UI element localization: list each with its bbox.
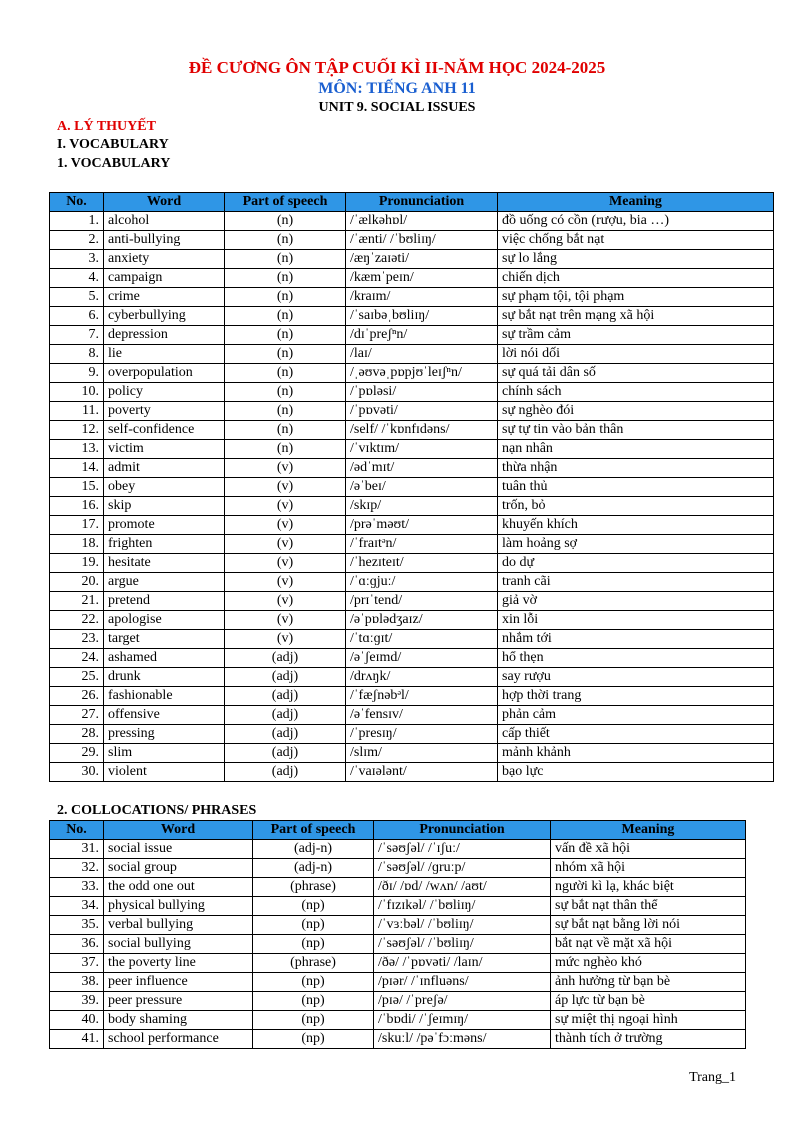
meaning-cell: sự tự tin vào bản thân <box>498 421 774 440</box>
word-cell: crime <box>104 288 225 307</box>
word-cell: campaign <box>104 269 225 288</box>
word-cell: anti-bullying <box>104 231 225 250</box>
word-cell: target <box>104 630 225 649</box>
meaning-cell: chính sách <box>498 383 774 402</box>
meaning-cell: hổ thẹn <box>498 649 774 668</box>
part-of-speech-cell: (v) <box>225 554 346 573</box>
meaning-cell: tranh cãi <box>498 573 774 592</box>
table-row <box>50 364 774 383</box>
table-row <box>50 459 774 478</box>
part-of-speech-cell: (np) <box>253 935 374 954</box>
part-of-speech-cell: (v) <box>225 611 346 630</box>
pronunciation-cell: /ˈsaɪbəˌbʊliɪŋ/ <box>346 307 498 326</box>
meaning-cell: mức nghèo khó <box>551 954 746 973</box>
table-row <box>50 269 774 288</box>
pronunciation-cell: /prəˈməʊt/ <box>346 516 498 535</box>
pronunciation-cell: /əˈfensɪv/ <box>346 706 498 725</box>
pronunciation-cell: /ˈfraɪtᵊn/ <box>346 535 498 554</box>
collocations-table <box>49 820 746 1049</box>
subject-title: MÔN: TIẾNG ANH 11 <box>318 80 476 97</box>
row-number: 1. <box>50 212 104 231</box>
part-of-speech-cell: (v) <box>225 497 346 516</box>
meaning-cell: người kì lạ, khác biệt <box>551 878 746 897</box>
table-row <box>50 573 774 592</box>
column-header-no: No. <box>50 193 104 212</box>
table-row <box>50 1011 746 1030</box>
pronunciation-cell: /æŋˈzaɪəti/ <box>346 250 498 269</box>
word-cell: drunk <box>104 668 225 687</box>
part-of-speech-cell: (n) <box>225 231 346 250</box>
table-row <box>50 973 746 992</box>
pronunciation-cell: /kæmˈpeɪn/ <box>346 269 498 288</box>
pronunciation-cell: /ədˈmɪt/ <box>346 459 498 478</box>
table-row <box>50 649 774 668</box>
column-header-meaning: Meaning <box>498 193 774 212</box>
pronunciation-cell: /ˈfɪzɪkəl/ /ˈbʊliɪŋ/ <box>374 897 551 916</box>
word-cell: social bullying <box>104 935 253 954</box>
table-row <box>50 440 774 459</box>
word-cell: promote <box>104 516 225 535</box>
pronunciation-cell: /slɪm/ <box>346 744 498 763</box>
meaning-cell: ảnh hưởng từ bạn bè <box>551 973 746 992</box>
table-header-row <box>50 821 746 840</box>
part-of-speech-cell: (n) <box>225 307 346 326</box>
pronunciation-cell: /prɪˈtend/ <box>346 592 498 611</box>
part-of-speech-cell: (np) <box>253 992 374 1011</box>
column-header-no: No. <box>50 821 104 840</box>
section-2-heading: 2. COLLOCATIONS/ PHRASES <box>57 803 257 818</box>
part-of-speech-cell: (adj) <box>225 763 346 782</box>
section-1-heading: 1. VOCABULARY <box>57 156 171 171</box>
table-row <box>50 611 774 630</box>
unit-title: UNIT 9. SOCIAL ISSUES <box>318 100 476 115</box>
pronunciation-cell: /əˈʃeɪmd/ <box>346 649 498 668</box>
table-row <box>50 307 774 326</box>
meaning-cell: sự bắt nạt thân thể <box>551 897 746 916</box>
word-cell: peer influence <box>104 973 253 992</box>
row-number: 32. <box>50 859 104 878</box>
pronunciation-cell: /laɪ/ <box>346 345 498 364</box>
row-number: 12. <box>50 421 104 440</box>
column-header-meaning: Meaning <box>551 821 746 840</box>
row-number: 11. <box>50 402 104 421</box>
row-number: 3. <box>50 250 104 269</box>
word-cell: skip <box>104 497 225 516</box>
word-cell: the poverty line <box>104 954 253 973</box>
section-a-heading: A. LÝ THUYẾT <box>57 119 156 134</box>
row-number: 4. <box>50 269 104 288</box>
row-number: 18. <box>50 535 104 554</box>
part-of-speech-cell: (np) <box>253 1011 374 1030</box>
word-cell: the odd one out <box>104 878 253 897</box>
row-number: 21. <box>50 592 104 611</box>
meaning-cell: nạn nhân <box>498 440 774 459</box>
meaning-cell: nhóm xã hội <box>551 859 746 878</box>
table-row <box>50 231 774 250</box>
word-cell: fashionable <box>104 687 225 706</box>
meaning-cell: sự quá tải dân số <box>498 364 774 383</box>
word-cell: poverty <box>104 402 225 421</box>
pronunciation-cell: /ˈfæʃnəbᵊl/ <box>346 687 498 706</box>
meaning-cell: bạo lực <box>498 763 774 782</box>
meaning-cell: xin lỗi <box>498 611 774 630</box>
meaning-cell: đồ uống có cồn (rượu, bia …) <box>498 212 774 231</box>
pronunciation-cell: /self/ /ˈkɒnfɪdəns/ <box>346 421 498 440</box>
column-header-part-of-speech: Part of speech <box>253 821 374 840</box>
part-of-speech-cell: (adj-n) <box>253 840 374 859</box>
part-of-speech-cell: (phrase) <box>253 878 374 897</box>
row-number: 40. <box>50 1011 104 1030</box>
meaning-cell: thừa nhận <box>498 459 774 478</box>
word-cell: slim <box>104 744 225 763</box>
part-of-speech-cell: (adj) <box>225 744 346 763</box>
meaning-cell: tuân thủ <box>498 478 774 497</box>
word-cell: self-confidence <box>104 421 225 440</box>
page-number: Trang_1 <box>689 1070 736 1085</box>
row-number: 7. <box>50 326 104 345</box>
pronunciation-cell: /ˈvɜːbəl/ /ˈbʊliɪŋ/ <box>374 916 551 935</box>
part-of-speech-cell: (adj) <box>225 687 346 706</box>
meaning-cell: sự miệt thị ngoại hình <box>551 1011 746 1030</box>
part-of-speech-cell: (adj) <box>225 668 346 687</box>
part-of-speech-cell: (np) <box>253 916 374 935</box>
table-row <box>50 840 746 859</box>
table-row <box>50 421 774 440</box>
row-number: 6. <box>50 307 104 326</box>
row-number: 9. <box>50 364 104 383</box>
row-number: 36. <box>50 935 104 954</box>
meaning-cell: giả vờ <box>498 592 774 611</box>
part-of-speech-cell: (v) <box>225 459 346 478</box>
table-row <box>50 497 774 516</box>
table-row <box>50 345 774 364</box>
table-row <box>50 1030 746 1049</box>
meaning-cell: hợp thời trang <box>498 687 774 706</box>
part-of-speech-cell: (phrase) <box>253 954 374 973</box>
part-of-speech-cell: (adj) <box>225 706 346 725</box>
word-cell: alcohol <box>104 212 225 231</box>
table-row <box>50 878 746 897</box>
part-of-speech-cell: (v) <box>225 592 346 611</box>
vocabulary-table-body <box>50 212 774 782</box>
pronunciation-cell: /ðə/ /ˈpɒvəti/ /laɪn/ <box>374 954 551 973</box>
pronunciation-cell: /ˌəʊvəˌpɒpjʊˈleɪʃⁿn/ <box>346 364 498 383</box>
word-cell: depression <box>104 326 225 345</box>
document-title: ĐỀ CƯƠNG ÔN TẬP CUỐI KÌ II-NĂM HỌC 2024-2025 <box>188 58 606 77</box>
row-number: 34. <box>50 897 104 916</box>
table-row <box>50 744 774 763</box>
pronunciation-cell: /ˈbɒdi/ /ˈʃeɪmɪŋ/ <box>374 1011 551 1030</box>
part-of-speech-cell: (adj-n) <box>253 859 374 878</box>
row-number: 26. <box>50 687 104 706</box>
part-of-speech-cell: (n) <box>225 250 346 269</box>
meaning-cell: sự nghèo đói <box>498 402 774 421</box>
section-i-heading: I. VOCABULARY <box>57 137 169 152</box>
word-cell: verbal bullying <box>104 916 253 935</box>
meaning-cell: vấn đề xã hội <box>551 840 746 859</box>
part-of-speech-cell: (np) <box>253 897 374 916</box>
pronunciation-cell: /ðɪ/ /ɒd/ /wʌn/ /aʊt/ <box>374 878 551 897</box>
row-number: 16. <box>50 497 104 516</box>
word-cell: social group <box>104 859 253 878</box>
table-row <box>50 897 746 916</box>
word-cell: cyberbullying <box>104 307 225 326</box>
word-cell: overpopulation <box>104 364 225 383</box>
row-number: 22. <box>50 611 104 630</box>
pronunciation-cell: /ˈsəʊʃəl/ /ɡruːp/ <box>374 859 551 878</box>
table-row <box>50 326 774 345</box>
word-cell: lie <box>104 345 225 364</box>
row-number: 10. <box>50 383 104 402</box>
pronunciation-cell: /pɪər/ /ˈɪnfluəns/ <box>374 973 551 992</box>
table-row <box>50 668 774 687</box>
table-row <box>50 706 774 725</box>
pronunciation-cell: /ˈpɒvəti/ <box>346 402 498 421</box>
row-number: 8. <box>50 345 104 364</box>
pronunciation-cell: /skuːl/ /pəˈfɔːməns/ <box>374 1030 551 1049</box>
table-row <box>50 250 774 269</box>
row-number: 33. <box>50 878 104 897</box>
word-cell: offensive <box>104 706 225 725</box>
part-of-speech-cell: (n) <box>225 364 346 383</box>
pronunciation-cell: /ˈvaɪələnt/ <box>346 763 498 782</box>
row-number: 13. <box>50 440 104 459</box>
table-row <box>50 725 774 744</box>
word-cell: peer pressure <box>104 992 253 1011</box>
word-cell: violent <box>104 763 225 782</box>
pronunciation-cell: /əˈbeɪ/ <box>346 478 498 497</box>
column-header-part-of-speech: Part of speech <box>225 193 346 212</box>
row-number: 39. <box>50 992 104 1011</box>
table-row <box>50 954 746 973</box>
part-of-speech-cell: (adj) <box>225 725 346 744</box>
word-cell: physical bullying <box>104 897 253 916</box>
meaning-cell: thành tích ở trường <box>551 1030 746 1049</box>
table-row <box>50 859 746 878</box>
table-row <box>50 992 746 1011</box>
row-number: 25. <box>50 668 104 687</box>
meaning-cell: sự bắt nạt trên mạng xã hội <box>498 307 774 326</box>
meaning-cell: khuyến khích <box>498 516 774 535</box>
pronunciation-cell: /skɪp/ <box>346 497 498 516</box>
word-cell: admit <box>104 459 225 478</box>
word-cell: body shaming <box>104 1011 253 1030</box>
table-row <box>50 687 774 706</box>
part-of-speech-cell: (v) <box>225 573 346 592</box>
row-number: 15. <box>50 478 104 497</box>
table-header-row <box>50 193 774 212</box>
pronunciation-cell: /ˈælkəhɒl/ <box>346 212 498 231</box>
meaning-cell: làm hoảng sợ <box>498 535 774 554</box>
meaning-cell: việc chống bắt nạt <box>498 231 774 250</box>
part-of-speech-cell: (n) <box>225 440 346 459</box>
part-of-speech-cell: (np) <box>253 973 374 992</box>
word-cell: anxiety <box>104 250 225 269</box>
row-number: 41. <box>50 1030 104 1049</box>
table-row <box>50 402 774 421</box>
row-number: 19. <box>50 554 104 573</box>
meaning-cell: áp lực từ bạn bè <box>551 992 746 1011</box>
part-of-speech-cell: (adj) <box>225 649 346 668</box>
table-row <box>50 478 774 497</box>
table-row <box>50 212 774 231</box>
row-number: 5. <box>50 288 104 307</box>
row-number: 20. <box>50 573 104 592</box>
word-cell: argue <box>104 573 225 592</box>
row-number: 17. <box>50 516 104 535</box>
pronunciation-cell: /dɪˈpreʃⁿn/ <box>346 326 498 345</box>
word-cell: ashamed <box>104 649 225 668</box>
pronunciation-cell: /ˈvɪktɪm/ <box>346 440 498 459</box>
word-cell: pretend <box>104 592 225 611</box>
meaning-cell: lời nói dối <box>498 345 774 364</box>
pronunciation-cell: /ˈhezɪteɪt/ <box>346 554 498 573</box>
table-row <box>50 516 774 535</box>
table-row <box>50 916 746 935</box>
word-cell: obey <box>104 478 225 497</box>
part-of-speech-cell: (n) <box>225 288 346 307</box>
meaning-cell: mảnh khảnh <box>498 744 774 763</box>
pronunciation-cell: /ˈsəʊʃəl/ /ˈɪʃuː/ <box>374 840 551 859</box>
pronunciation-cell: /ˈɑːɡjuː/ <box>346 573 498 592</box>
column-header-pronunciation: Pronunciation <box>346 193 498 212</box>
row-number: 23. <box>50 630 104 649</box>
table-row <box>50 935 746 954</box>
table-row <box>50 763 774 782</box>
pronunciation-cell: /ˈsəʊʃəl/ /ˈbʊliɪŋ/ <box>374 935 551 954</box>
meaning-cell: sự trầm cảm <box>498 326 774 345</box>
row-number: 27. <box>50 706 104 725</box>
pronunciation-cell: /ˈænti/ /ˈbʊliɪŋ/ <box>346 231 498 250</box>
meaning-cell: say rượu <box>498 668 774 687</box>
meaning-cell: nhắm tới <box>498 630 774 649</box>
word-cell: frighten <box>104 535 225 554</box>
meaning-cell: sự lo lắng <box>498 250 774 269</box>
meaning-cell: chiến dịch <box>498 269 774 288</box>
pronunciation-cell: /ˈpɒləsi/ <box>346 383 498 402</box>
column-header-word: Word <box>104 821 253 840</box>
row-number: 30. <box>50 763 104 782</box>
column-header-word: Word <box>104 193 225 212</box>
row-number: 24. <box>50 649 104 668</box>
part-of-speech-cell: (v) <box>225 478 346 497</box>
meaning-cell: sự phạm tội, tội phạm <box>498 288 774 307</box>
row-number: 14. <box>50 459 104 478</box>
vocabulary-table <box>49 192 774 782</box>
table-row <box>50 535 774 554</box>
pronunciation-cell: /ˈpresɪŋ/ <box>346 725 498 744</box>
row-number: 2. <box>50 231 104 250</box>
pronunciation-cell: /ˈtɑːɡɪt/ <box>346 630 498 649</box>
pronunciation-cell: /əˈpɒlədʒaɪz/ <box>346 611 498 630</box>
word-cell: school performance <box>104 1030 253 1049</box>
row-number: 35. <box>50 916 104 935</box>
meaning-cell: trốn, bỏ <box>498 497 774 516</box>
word-cell: victim <box>104 440 225 459</box>
table-row <box>50 383 774 402</box>
collocations-table-body <box>50 840 746 1049</box>
word-cell: hesitate <box>104 554 225 573</box>
part-of-speech-cell: (v) <box>225 535 346 554</box>
table-row <box>50 288 774 307</box>
word-cell: apologise <box>104 611 225 630</box>
table-row <box>50 592 774 611</box>
meaning-cell: cấp thiết <box>498 725 774 744</box>
part-of-speech-cell: (n) <box>225 269 346 288</box>
word-cell: pressing <box>104 725 225 744</box>
row-number: 31. <box>50 840 104 859</box>
table-row <box>50 630 774 649</box>
part-of-speech-cell: (v) <box>225 630 346 649</box>
row-number: 38. <box>50 973 104 992</box>
pronunciation-cell: /kraɪm/ <box>346 288 498 307</box>
row-number: 37. <box>50 954 104 973</box>
meaning-cell: do dự <box>498 554 774 573</box>
part-of-speech-cell: (n) <box>225 345 346 364</box>
word-cell: social issue <box>104 840 253 859</box>
column-header-pronunciation: Pronunciation <box>374 821 551 840</box>
part-of-speech-cell: (n) <box>225 212 346 231</box>
part-of-speech-cell: (n) <box>225 421 346 440</box>
meaning-cell: sự bắt nạt bằng lời nói <box>551 916 746 935</box>
part-of-speech-cell: (v) <box>225 516 346 535</box>
part-of-speech-cell: (n) <box>225 383 346 402</box>
meaning-cell: phản cảm <box>498 706 774 725</box>
row-number: 28. <box>50 725 104 744</box>
row-number: 29. <box>50 744 104 763</box>
part-of-speech-cell: (np) <box>253 1030 374 1049</box>
meaning-cell: bắt nạt về mặt xã hội <box>551 935 746 954</box>
word-cell: policy <box>104 383 225 402</box>
table-row <box>50 554 774 573</box>
pronunciation-cell: /pɪə/ /ˈpreʃə/ <box>374 992 551 1011</box>
part-of-speech-cell: (n) <box>225 402 346 421</box>
pronunciation-cell: /drʌŋk/ <box>346 668 498 687</box>
part-of-speech-cell: (n) <box>225 326 346 345</box>
